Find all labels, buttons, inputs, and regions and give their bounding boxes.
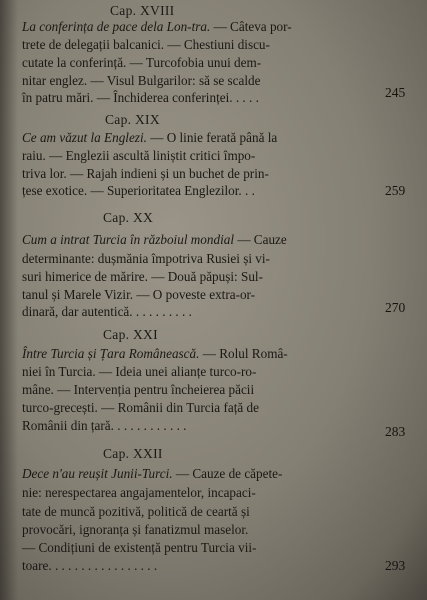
- entry-line: suri himerice de mărire. — Două păpuși: Sul-: [22, 269, 263, 284]
- chapter-title: La conferința de pace dela Lon-tra.: [22, 19, 211, 34]
- page-number: 245: [385, 85, 406, 100]
- entry-line: cutate la conferință. — Turcofobia unui dem-: [22, 55, 262, 70]
- page-number: 259: [385, 183, 406, 198]
- entry-line: — Condițiuni de existență pentru Turcia vii-: [22, 540, 257, 555]
- entry-line: determinante: dușmănia împotriva Rusiei și vi-: [22, 251, 270, 266]
- entry-line: [22, 346, 288, 362]
- entry-line: în patru mări. — Închiderea conferinței. . . . .: [22, 90, 259, 105]
- entry-line: mâne. — Intervenția pentru încheierea păcii: [22, 382, 255, 397]
- entry-line: turco-grecești. — Românii din Turcia față de: [22, 400, 259, 415]
- chapter-title: Ce am văzut la Englezi.: [22, 130, 147, 145]
- entry-text: — Cauze: [234, 232, 287, 247]
- chapter-title: Între Turcia și Țara Românească.: [22, 346, 200, 361]
- entry-line: nie: nerespectarea angajamentelor, incapaci-: [22, 485, 256, 500]
- chapter-number: Cap. XXI: [103, 327, 158, 342]
- chapter-number: Cap. XIX: [105, 112, 160, 127]
- page-edge-shadow: [0, 0, 18, 600]
- entry-line: tate de muncă pozitivă, politică de ceartă și: [22, 504, 250, 519]
- entry-line: triva lor. — Rajah indieni și un buchet de prin-: [22, 166, 269, 181]
- entry-line: provocări, ignoranța și fanatizmul maselor.: [22, 522, 249, 537]
- entry-line: [22, 466, 282, 482]
- chapter-title: Cum a intrat Turcia în războiul mondial: [22, 232, 235, 247]
- entry-line: nitar englez. — Visul Bulgarilor: să se scalde: [22, 73, 261, 88]
- entry-line: trete de delegații balcanici. — Chestiuni discu-: [22, 37, 270, 52]
- page-number: 270: [385, 300, 406, 315]
- entry-line: țese exotice. — Superioritatea Englezilor. . .: [22, 183, 255, 198]
- entry-line: dinară, dar autentică. . . . . . . . . .: [22, 304, 192, 319]
- entry-text: — Câteva por-: [210, 19, 292, 34]
- entry-line: raiu. — Englezii ascultă liniștit critici împo-: [22, 148, 256, 163]
- entry-text: — Rolul Româ-: [199, 346, 288, 361]
- chapter-number: Cap. XVIII: [110, 3, 175, 18]
- entry-text: — O linie ferată până la: [146, 130, 278, 145]
- entry-line: tanul și Marele Vizir. — O poveste extra-or-: [22, 287, 256, 302]
- entry-line: Românii din țară. . . . . . . . . . . .: [22, 418, 187, 433]
- entry-line: [22, 232, 287, 248]
- page-number: 283: [385, 424, 406, 439]
- page-number: 293: [385, 558, 406, 573]
- entry-text: — Cauze de căpete-: [172, 466, 283, 481]
- entry-line: [22, 19, 292, 35]
- chapter-number: Cap. XXII: [103, 446, 163, 461]
- chapter-number: Cap. XX: [103, 210, 154, 225]
- entry-line: toare. . . . . . . . . . . . . . . . .: [22, 558, 158, 573]
- chapter-title: Dece n'au reușit Junii-Turci.: [22, 466, 173, 481]
- entry-line: [22, 130, 277, 146]
- entry-line: niei în Turcia. — Ideia unei alianțe turco-ro-: [22, 364, 257, 379]
